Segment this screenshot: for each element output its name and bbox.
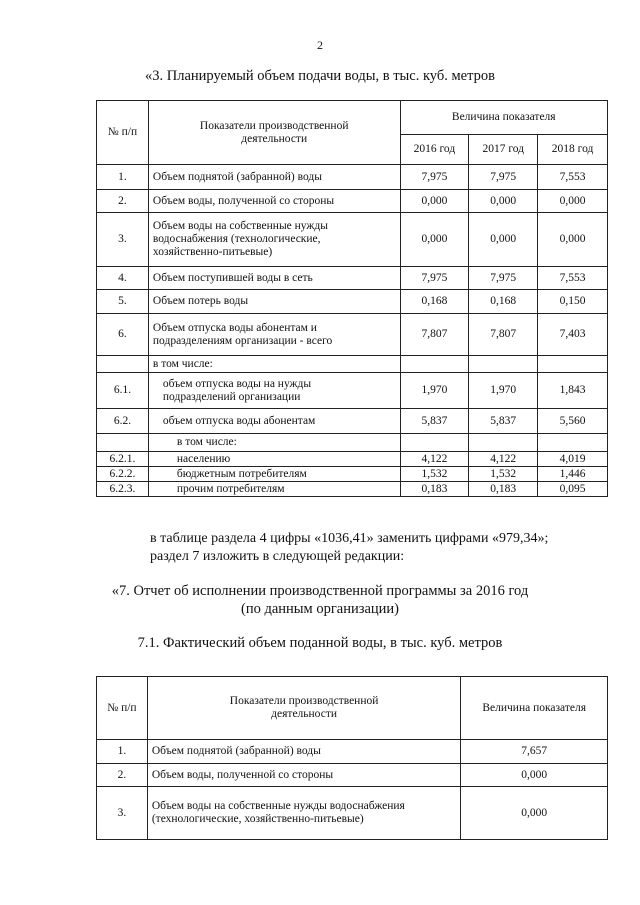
row-num: 1. bbox=[97, 165, 149, 190]
row-value: 1,843 bbox=[538, 373, 608, 409]
table-row bbox=[97, 467, 608, 482]
table-row bbox=[97, 452, 608, 467]
row-num: 6. bbox=[97, 314, 149, 356]
row-value: 0,000 bbox=[400, 213, 469, 267]
row-value bbox=[400, 356, 469, 373]
row-name: Объем отпуска воды абонентам и подразделениям организации - всего bbox=[148, 314, 400, 356]
header-value: Величина показателя bbox=[400, 101, 608, 135]
section-7-title: «7. Отчет об исполнении производственной программы за 2016 год bbox=[111, 583, 529, 599]
row-value: 7,807 bbox=[400, 314, 469, 356]
row-num: 6.2.1. bbox=[97, 452, 149, 467]
row-value: 7,553 bbox=[538, 165, 608, 190]
table-row bbox=[97, 213, 608, 267]
row-num: 6.2.3. bbox=[97, 482, 149, 497]
section-3-title: «3. Планируемый объем подачи воды, в тыс. куб. метров bbox=[145, 68, 495, 84]
row-value: 0,000 bbox=[538, 190, 608, 213]
header-indicator: Показатели производственной деятельности bbox=[147, 677, 461, 740]
planned-water-table bbox=[96, 100, 608, 497]
row-num bbox=[97, 356, 149, 373]
row-value: 7,807 bbox=[469, 314, 538, 356]
row-value: 0,000 bbox=[400, 190, 469, 213]
row-name: населению bbox=[148, 452, 400, 467]
actual-water-table bbox=[96, 676, 608, 840]
table-row bbox=[97, 356, 608, 373]
table-row bbox=[97, 267, 608, 290]
row-num: 2. bbox=[97, 190, 149, 213]
row-value: 0,095 bbox=[538, 482, 608, 497]
row-name: Объем воды на собственные нужды водоснабжения (технологические, хозяйственно-питьевые) bbox=[148, 213, 400, 267]
header-value: Величина показателя bbox=[461, 677, 608, 740]
row-name: Объем воды, полученной со стороны bbox=[147, 764, 461, 787]
row-num bbox=[97, 434, 149, 452]
row-value: 0,183 bbox=[469, 482, 538, 497]
row-num: 1. bbox=[97, 740, 148, 764]
row-name: Объем поднятой (забранной) воды bbox=[147, 740, 461, 764]
row-name: объем отпуска воды на нужды подразделений организации bbox=[148, 373, 400, 409]
row-num: 2. bbox=[97, 764, 148, 787]
table-row bbox=[97, 740, 608, 764]
row-value: 0,000 bbox=[461, 764, 608, 787]
row-name: бюджетным потребителям bbox=[148, 467, 400, 482]
row-value: 7,975 bbox=[400, 267, 469, 290]
table-row bbox=[97, 482, 608, 497]
row-name: объем отпуска воды абонентам bbox=[148, 409, 400, 434]
table-row bbox=[97, 409, 608, 434]
header-year: 2017 год bbox=[469, 135, 538, 165]
row-value: 0,150 bbox=[538, 290, 608, 314]
row-value: 1,532 bbox=[469, 467, 538, 482]
table-row bbox=[97, 165, 608, 190]
row-value: 7,975 bbox=[469, 267, 538, 290]
row-value bbox=[469, 356, 538, 373]
page-number: 2 bbox=[317, 38, 323, 52]
row-value: 0,000 bbox=[461, 787, 608, 840]
row-name: прочим потребителям bbox=[148, 482, 400, 497]
row-value: 4,122 bbox=[469, 452, 538, 467]
table-row bbox=[97, 314, 608, 356]
header-year: 2016 год bbox=[400, 135, 469, 165]
table-row bbox=[97, 764, 608, 787]
row-value: 1,970 bbox=[469, 373, 538, 409]
row-name: в том числе: bbox=[148, 356, 400, 373]
row-num: 6.2. bbox=[97, 409, 149, 434]
row-value bbox=[469, 434, 538, 452]
row-value: 7,657 bbox=[461, 740, 608, 764]
row-value: 0,000 bbox=[469, 213, 538, 267]
section-7-title-note: (по данным организации) bbox=[240, 601, 399, 617]
row-num: 5. bbox=[97, 290, 149, 314]
header-num: № п/п bbox=[97, 677, 148, 740]
header-year: 2018 год bbox=[538, 135, 608, 165]
row-value bbox=[538, 434, 608, 452]
row-value: 7,975 bbox=[400, 165, 469, 190]
row-value: 0,168 bbox=[400, 290, 469, 314]
row-value: 1,446 bbox=[538, 467, 608, 482]
row-value: 7,553 bbox=[538, 267, 608, 290]
row-num: 3. bbox=[97, 213, 149, 267]
row-name: Объем воды на собственные нужды водоснабжения (технологические, хозяйственно-питьевые) bbox=[147, 787, 461, 840]
table-row bbox=[97, 190, 608, 213]
row-value bbox=[538, 356, 608, 373]
paragraph-line-1: в таблице раздела 4 цифры «1036,41» заменить цифрами «979,34»; bbox=[150, 531, 549, 546]
row-value: 0,000 bbox=[538, 213, 608, 267]
row-value: 5,560 bbox=[538, 409, 608, 434]
row-value: 7,975 bbox=[469, 165, 538, 190]
row-value: 5,837 bbox=[469, 409, 538, 434]
row-num: 6.2.2. bbox=[97, 467, 149, 482]
row-value: 0,183 bbox=[400, 482, 469, 497]
table-row bbox=[97, 373, 608, 409]
table-row bbox=[97, 290, 608, 314]
row-name: Объем поступившей воды в сеть bbox=[148, 267, 400, 290]
table-row bbox=[97, 787, 608, 840]
row-name: Объем поднятой (забранной) воды bbox=[148, 165, 400, 190]
paragraph-line-2: раздел 7 изложить в следующей редакции: bbox=[150, 549, 405, 564]
table-row bbox=[97, 434, 608, 452]
row-value: 4,122 bbox=[400, 452, 469, 467]
row-value: 0,168 bbox=[469, 290, 538, 314]
row-value: 0,000 bbox=[469, 190, 538, 213]
row-value: 1,532 bbox=[400, 467, 469, 482]
section-7-1-subtitle: 7.1. Фактический объем поданной воды, в тыс. куб. метров bbox=[137, 635, 503, 651]
row-num: 6.1. bbox=[97, 373, 149, 409]
row-name: в том числе: bbox=[148, 434, 400, 452]
header-indicator: Показатели производственной деятельности bbox=[148, 101, 400, 165]
row-num: 3. bbox=[97, 787, 148, 840]
row-value: 4,019 bbox=[538, 452, 608, 467]
row-value bbox=[400, 434, 469, 452]
row-name: Объем потерь воды bbox=[148, 290, 400, 314]
row-value: 7,403 bbox=[538, 314, 608, 356]
header-num: № п/п bbox=[97, 101, 149, 165]
row-name: Объем воды, полученной со стороны bbox=[148, 190, 400, 213]
row-value: 1,970 bbox=[400, 373, 469, 409]
row-value: 5,837 bbox=[400, 409, 469, 434]
row-num: 4. bbox=[97, 267, 149, 290]
